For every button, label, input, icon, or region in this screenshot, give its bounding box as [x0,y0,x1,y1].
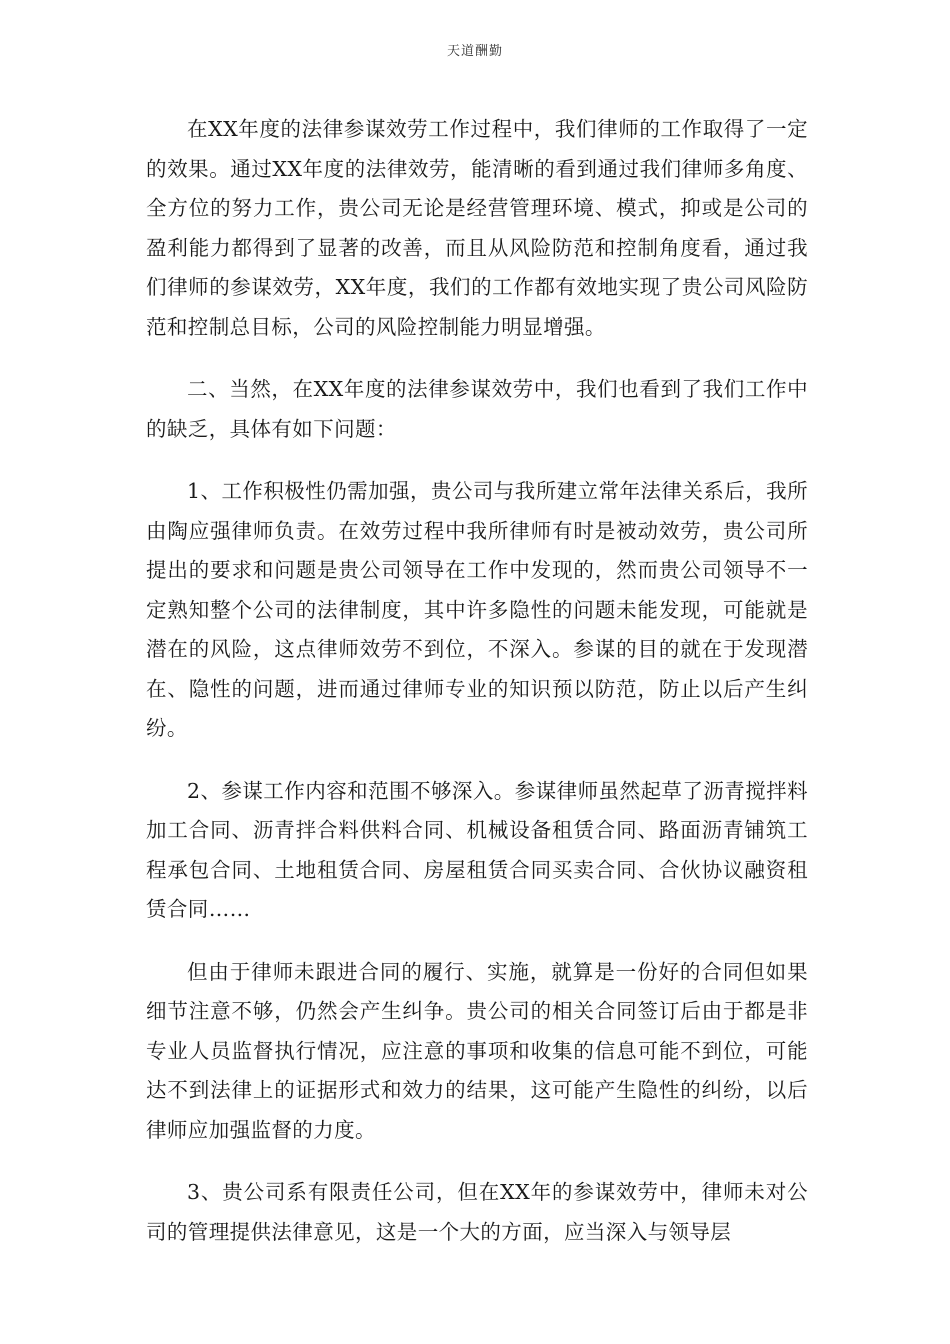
page-header: 天道酬勤 [446,44,503,59]
paragraph-item-2: 2、参谋工作内容和范围不够深入。参谋律师虽然起草了沥青搅拌料加工合同、沥青拌合料供料合同、机械设备租赁合同、路面沥青铺筑工程承包合同、土地租赁合同、房屋租赁合同买卖合同、合伙协议融资租赁合同…… [146,778,808,921]
paragraph-item-2-continued: 但由于律师未跟进合同的履行、实施，就算是一份好的合同但如果细节注意不够，仍然会产生纠争。贵公司的相关合同签订后由于都是非专业人员监督执行情况，应注意的事项和收集的信息可能不到位，可能达不到法律上的证据形式和效力的结果，这可能产生隐性的纠纷，以后律师应加强监督的力度。 [146,959,808,1142]
document-body [146,110,808,1275]
paragraph-summary: 在XX年度的法律参谋效劳工作过程中，我们律师的工作取得了一定的效果。通过XX年度的法律效劳，能清晰的看到通过我们律师多角度、全方位的努力工作，贵公司无论是经营管理环境、模式，抑或是公司的盈利能力都得到了显著的改善，而且从风险防范和控制角度看，通过我们律师的参谋效劳，XX年度，我们的工作都有效地实现了贵公司风险防范和控制总目标，公司的风险控制能力明显增强。 [146,117,808,339]
paragraph-item-1: 1、工作积极性仍需加强，贵公司与我所建立常年法律关系后，我所由陶应强律师负责。在效劳过程中我所律师有时是被动效劳，贵公司所提出的要求和问题是贵公司领导在工作中发现的，然而贵公司领导不一定熟知整个公司的法律制度，其中许多隐性的问题未能发现，可能就是潜在的风险，这点律师效劳不到位，不深入。参谋的目的就在于发现潜在、隐性的问题，进而通过律师专业的知识预以防范，防止以后产生纠纷。 [146,479,808,740]
paragraph-section-two-intro: 二、当然，在XX年度的法律参谋效劳中，我们也看到了我们工作中的缺乏，具体有如下问题： [146,377,808,441]
paragraph-item-3: 3、贵公司系有限责任公司，但在XX年的参谋效劳中，律师未对公司的管理提供法律意见，这是一个大的方面，应当深入与领导层 [146,1180,808,1244]
